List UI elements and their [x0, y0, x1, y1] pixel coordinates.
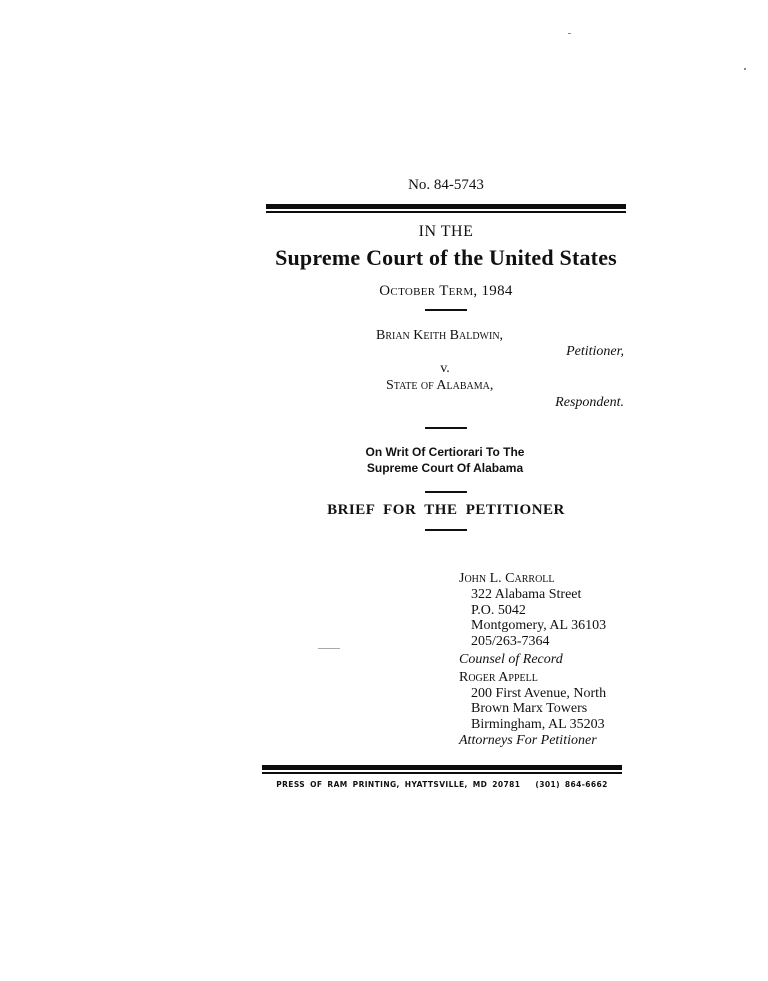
counsel-block — [459, 571, 606, 749]
divider-rule — [425, 427, 467, 429]
scan-speck — [744, 68, 746, 70]
brief-title: BRIEF FOR THE PETITIONER — [327, 502, 565, 518]
docket-number: No. 84-5743 — [408, 177, 484, 193]
versus-label: v. — [440, 361, 450, 376]
counsel-address-line: Brown Marx Towers — [471, 701, 588, 717]
divider-rule — [425, 309, 467, 311]
counsel-address-line: 200 First Avenue, North — [471, 685, 607, 701]
counsel-name: Roger Appell — [459, 669, 538, 685]
counsel-role: Attorneys For Petitioner — [459, 732, 597, 748]
top-rule — [266, 204, 626, 213]
divider-rule — [425, 529, 467, 531]
bottom-rule — [262, 765, 622, 774]
counsel-phone: 205/263-7364 — [471, 634, 550, 650]
respondent-name: State of Alabama, — [386, 378, 494, 393]
printer-line: PRESS OF RAM PRINTING, HYATTSVILLE, MD 20781 (301) 864-6662 — [276, 780, 608, 789]
petitioner-role: Petitioner, — [566, 344, 624, 359]
scan-speck — [568, 33, 571, 34]
divider-rule — [425, 491, 467, 493]
counsel-address-line: 322 Alabama Street — [471, 586, 582, 602]
respondent-role: Respondent. — [555, 395, 624, 410]
counsel-address-line: Birmingham, AL 35203 — [471, 717, 605, 733]
counsel-address-line: Montgomery, AL 36103 — [471, 618, 607, 634]
court-term: October Term, 1984 — [379, 283, 513, 299]
writ-line-1: On Writ Of Certiorari To The — [365, 445, 525, 459]
counsel-address-line: P.O. 5042 — [471, 602, 526, 618]
counsel-name: John L. Carroll — [459, 571, 555, 586]
court-name: Supreme Court of the United States — [275, 245, 617, 270]
petitioner-name: Brian Keith Baldwin, — [376, 328, 504, 343]
scan-speck — [318, 648, 340, 649]
in-the-label: IN THE — [418, 223, 474, 240]
writ-line-2: Supreme Court Of Alabama — [366, 461, 524, 475]
counsel-role: Counsel of Record — [459, 651, 563, 667]
